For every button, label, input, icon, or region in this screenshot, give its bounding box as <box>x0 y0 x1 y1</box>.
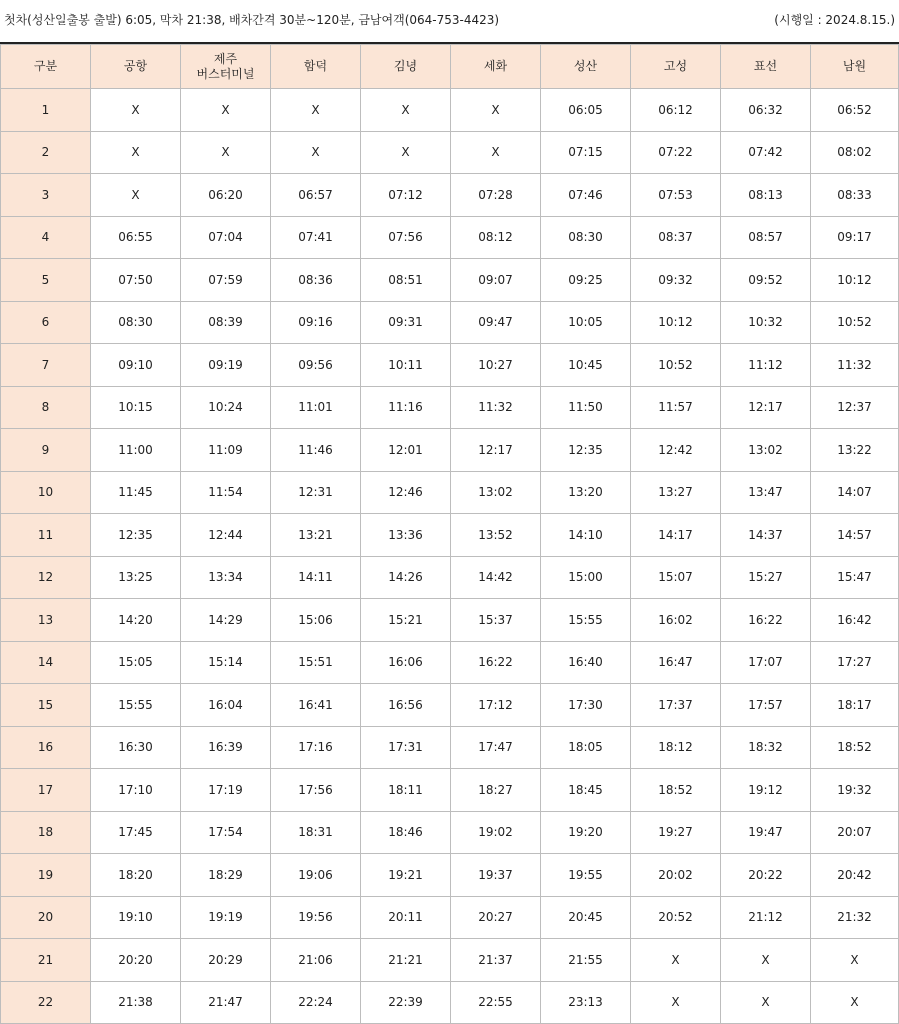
time-cell: 19:37 <box>451 854 541 897</box>
table-row <box>1 599 899 642</box>
time-cell: 12:31 <box>271 471 361 514</box>
time-cell: 15:21 <box>361 599 451 642</box>
time-cell: 17:56 <box>271 769 361 812</box>
time-cell: 13:34 <box>181 556 271 599</box>
table-row <box>1 981 899 1024</box>
time-cell: X <box>721 939 811 982</box>
time-cell: 19:32 <box>811 769 899 812</box>
time-cell: 18:12 <box>631 726 721 769</box>
time-cell: 20:45 <box>541 896 631 939</box>
column-header-hamdeok: 함덕 <box>271 45 361 89</box>
time-cell: 14:57 <box>811 514 899 557</box>
time-cell: 16:47 <box>631 641 721 684</box>
table-row <box>1 726 899 769</box>
time-cell: 15:37 <box>451 599 541 642</box>
time-cell: 08:37 <box>631 216 721 259</box>
time-cell: 14:17 <box>631 514 721 557</box>
time-cell: 12:35 <box>541 429 631 472</box>
time-cell: X <box>631 981 721 1024</box>
table-row <box>1 259 899 302</box>
time-cell: 13:02 <box>451 471 541 514</box>
time-cell: 15:07 <box>631 556 721 599</box>
time-cell: X <box>91 174 181 217</box>
time-cell: 16:42 <box>811 599 899 642</box>
time-cell: 13:27 <box>631 471 721 514</box>
time-cell: 15:55 <box>541 599 631 642</box>
time-cell: 15:51 <box>271 641 361 684</box>
time-cell: X <box>271 89 361 132</box>
time-cell: 17:19 <box>181 769 271 812</box>
time-cell: 12:17 <box>451 429 541 472</box>
time-cell: 07:46 <box>541 174 631 217</box>
row-number-cell: 18 <box>1 811 91 854</box>
time-cell: 14:11 <box>271 556 361 599</box>
table-row <box>1 301 899 344</box>
time-cell: 20:11 <box>361 896 451 939</box>
time-cell: 15:00 <box>541 556 631 599</box>
time-cell: 13:20 <box>541 471 631 514</box>
time-cell: X <box>361 131 451 174</box>
bus-timetable <box>0 44 899 1024</box>
time-cell: 12:46 <box>361 471 451 514</box>
time-cell: 17:31 <box>361 726 451 769</box>
time-cell: 18:45 <box>541 769 631 812</box>
effective-date-text: (시행일 : 2024.8.15.) <box>774 13 895 27</box>
time-cell: 09:07 <box>451 259 541 302</box>
row-number-cell: 16 <box>1 726 91 769</box>
column-header-category: 구분 <box>1 45 91 89</box>
time-cell: 20:07 <box>811 811 899 854</box>
time-cell: 19:27 <box>631 811 721 854</box>
time-cell: 21:06 <box>271 939 361 982</box>
time-cell: 17:10 <box>91 769 181 812</box>
table-row <box>1 811 899 854</box>
time-cell: 11:09 <box>181 429 271 472</box>
time-cell: 09:17 <box>811 216 899 259</box>
time-cell: 11:50 <box>541 386 631 429</box>
time-cell: 11:01 <box>271 386 361 429</box>
time-cell: 11:45 <box>91 471 181 514</box>
time-cell: 16:22 <box>451 641 541 684</box>
time-cell: 19:10 <box>91 896 181 939</box>
time-cell: X <box>451 89 541 132</box>
time-cell: 07:28 <box>451 174 541 217</box>
table-row <box>1 131 899 174</box>
info-bar <box>0 0 899 44</box>
time-cell: 07:50 <box>91 259 181 302</box>
time-cell: 11:00 <box>91 429 181 472</box>
row-number-cell: 7 <box>1 344 91 387</box>
row-number-cell: 5 <box>1 259 91 302</box>
time-cell: X <box>631 939 721 982</box>
time-cell: 20:20 <box>91 939 181 982</box>
time-cell: 08:12 <box>451 216 541 259</box>
time-cell: 08:13 <box>721 174 811 217</box>
time-cell: 12:17 <box>721 386 811 429</box>
time-cell: 16:30 <box>91 726 181 769</box>
time-cell: 21:21 <box>361 939 451 982</box>
table-row <box>1 471 899 514</box>
row-number-cell: 13 <box>1 599 91 642</box>
time-cell: 16:41 <box>271 684 361 727</box>
time-cell: 06:57 <box>271 174 361 217</box>
time-cell: 17:12 <box>451 684 541 727</box>
table-row <box>1 769 899 812</box>
time-cell: 11:16 <box>361 386 451 429</box>
time-cell: 14:37 <box>721 514 811 557</box>
time-cell: 07:53 <box>631 174 721 217</box>
time-cell: 12:37 <box>811 386 899 429</box>
table-row <box>1 344 899 387</box>
time-cell: 16:40 <box>541 641 631 684</box>
time-cell: 20:29 <box>181 939 271 982</box>
time-cell: 18:52 <box>811 726 899 769</box>
row-number-cell: 1 <box>1 89 91 132</box>
row-number-cell: 19 <box>1 854 91 897</box>
time-cell: 08:33 <box>811 174 899 217</box>
time-cell: 10:27 <box>451 344 541 387</box>
row-number-cell: 9 <box>1 429 91 472</box>
table-row <box>1 429 899 472</box>
time-cell: 19:55 <box>541 854 631 897</box>
column-header-airport: 공항 <box>91 45 181 89</box>
time-cell: 07:12 <box>361 174 451 217</box>
time-cell: 11:32 <box>811 344 899 387</box>
time-cell: 18:05 <box>541 726 631 769</box>
time-cell: 20:42 <box>811 854 899 897</box>
time-cell: 16:39 <box>181 726 271 769</box>
time-cell: 13:25 <box>91 556 181 599</box>
time-cell: 21:32 <box>811 896 899 939</box>
time-cell: 09:16 <box>271 301 361 344</box>
row-number-cell: 3 <box>1 174 91 217</box>
row-number-cell: 17 <box>1 769 91 812</box>
time-cell: 17:57 <box>721 684 811 727</box>
row-number-cell: 8 <box>1 386 91 429</box>
time-cell: 09:32 <box>631 259 721 302</box>
row-number-cell: 15 <box>1 684 91 727</box>
time-cell: 14:10 <box>541 514 631 557</box>
time-cell: 08:02 <box>811 131 899 174</box>
time-cell: 12:35 <box>91 514 181 557</box>
time-cell: 10:52 <box>811 301 899 344</box>
time-cell: 19:20 <box>541 811 631 854</box>
column-header-seongsan: 성산 <box>541 45 631 89</box>
time-cell: 07:59 <box>181 259 271 302</box>
time-cell: X <box>271 131 361 174</box>
time-cell: 19:06 <box>271 854 361 897</box>
time-cell: 08:36 <box>271 259 361 302</box>
time-cell: 12:42 <box>631 429 721 472</box>
time-cell: 09:56 <box>271 344 361 387</box>
time-cell: 07:41 <box>271 216 361 259</box>
column-header-pyoseon: 표선 <box>721 45 811 89</box>
time-cell: 21:12 <box>721 896 811 939</box>
time-cell: 18:17 <box>811 684 899 727</box>
column-header-bus-terminal: 제주 버스터미널 <box>181 45 271 89</box>
time-cell: 19:12 <box>721 769 811 812</box>
time-cell: 08:30 <box>541 216 631 259</box>
time-cell: 07:04 <box>181 216 271 259</box>
time-cell: 18:11 <box>361 769 451 812</box>
time-cell: X <box>181 131 271 174</box>
time-cell: 10:12 <box>631 301 721 344</box>
table-row <box>1 641 899 684</box>
table-row <box>1 684 899 727</box>
time-cell: 21:55 <box>541 939 631 982</box>
row-number-cell: 2 <box>1 131 91 174</box>
time-cell: 08:57 <box>721 216 811 259</box>
time-cell: 19:21 <box>361 854 451 897</box>
time-cell: 15:27 <box>721 556 811 599</box>
time-cell: 08:51 <box>361 259 451 302</box>
time-cell: 19:56 <box>271 896 361 939</box>
time-cell: 09:25 <box>541 259 631 302</box>
time-cell: 17:30 <box>541 684 631 727</box>
time-cell: 17:45 <box>91 811 181 854</box>
time-cell: 16:02 <box>631 599 721 642</box>
time-cell: 13:22 <box>811 429 899 472</box>
time-cell: 14:26 <box>361 556 451 599</box>
time-cell: 22:39 <box>361 981 451 1024</box>
column-header-sehwa: 세화 <box>451 45 541 89</box>
time-cell: 16:04 <box>181 684 271 727</box>
time-cell: 14:20 <box>91 599 181 642</box>
time-cell: 20:02 <box>631 854 721 897</box>
time-cell: X <box>91 89 181 132</box>
time-cell: 10:24 <box>181 386 271 429</box>
time-cell: 17:16 <box>271 726 361 769</box>
table-row <box>1 854 899 897</box>
time-cell: 07:42 <box>721 131 811 174</box>
time-cell: 07:56 <box>361 216 451 259</box>
time-cell: 15:06 <box>271 599 361 642</box>
time-cell: 14:42 <box>451 556 541 599</box>
time-cell: 21:38 <box>91 981 181 1024</box>
time-cell: 20:52 <box>631 896 721 939</box>
time-cell: 22:55 <box>451 981 541 1024</box>
time-cell: X <box>91 131 181 174</box>
time-cell: 13:02 <box>721 429 811 472</box>
table-row <box>1 514 899 557</box>
time-cell: 17:37 <box>631 684 721 727</box>
time-cell: 12:01 <box>361 429 451 472</box>
time-cell: 16:56 <box>361 684 451 727</box>
time-cell: 10:52 <box>631 344 721 387</box>
time-cell: 06:05 <box>541 89 631 132</box>
time-cell: 19:19 <box>181 896 271 939</box>
row-number-cell: 14 <box>1 641 91 684</box>
time-cell: 20:22 <box>721 854 811 897</box>
time-cell: 12:44 <box>181 514 271 557</box>
time-cell: 08:39 <box>181 301 271 344</box>
time-cell: 18:32 <box>721 726 811 769</box>
time-cell: 09:19 <box>181 344 271 387</box>
time-cell: 22:24 <box>271 981 361 1024</box>
time-cell: 13:21 <box>271 514 361 557</box>
time-cell: 15:14 <box>181 641 271 684</box>
time-cell: 14:29 <box>181 599 271 642</box>
time-cell: 08:30 <box>91 301 181 344</box>
time-cell: X <box>451 131 541 174</box>
time-cell: 11:54 <box>181 471 271 514</box>
time-cell: 09:10 <box>91 344 181 387</box>
row-number-cell: 10 <box>1 471 91 514</box>
table-row <box>1 89 899 132</box>
time-cell: 10:11 <box>361 344 451 387</box>
time-cell: 18:27 <box>451 769 541 812</box>
time-cell: 17:07 <box>721 641 811 684</box>
time-cell: 19:02 <box>451 811 541 854</box>
time-cell: 17:27 <box>811 641 899 684</box>
table-row <box>1 896 899 939</box>
time-cell: 10:12 <box>811 259 899 302</box>
time-cell: 09:31 <box>361 301 451 344</box>
table-row <box>1 216 899 259</box>
time-cell: 11:46 <box>271 429 361 472</box>
time-cell: 07:15 <box>541 131 631 174</box>
row-number-cell: 22 <box>1 981 91 1024</box>
time-cell: 18:31 <box>271 811 361 854</box>
time-cell: 20:27 <box>451 896 541 939</box>
time-cell: 06:32 <box>721 89 811 132</box>
time-cell: 06:12 <box>631 89 721 132</box>
time-cell: 17:47 <box>451 726 541 769</box>
time-cell: 11:57 <box>631 386 721 429</box>
timetable-body <box>1 89 899 1024</box>
row-number-cell: 6 <box>1 301 91 344</box>
table-row <box>1 386 899 429</box>
table-row <box>1 174 899 217</box>
time-cell: 10:05 <box>541 301 631 344</box>
row-number-cell: 20 <box>1 896 91 939</box>
time-cell: 14:07 <box>811 471 899 514</box>
time-cell: X <box>811 939 899 982</box>
time-cell: 10:15 <box>91 386 181 429</box>
row-number-cell: 11 <box>1 514 91 557</box>
time-cell: 13:36 <box>361 514 451 557</box>
time-cell: 07:22 <box>631 131 721 174</box>
time-cell: 15:55 <box>91 684 181 727</box>
time-cell: 18:52 <box>631 769 721 812</box>
time-cell: 09:47 <box>451 301 541 344</box>
time-cell: 19:47 <box>721 811 811 854</box>
time-cell: 13:47 <box>721 471 811 514</box>
time-cell: 21:47 <box>181 981 271 1024</box>
time-cell: 21:37 <box>451 939 541 982</box>
time-cell: 11:12 <box>721 344 811 387</box>
time-cell: 16:06 <box>361 641 451 684</box>
table-row <box>1 939 899 982</box>
time-cell: 09:52 <box>721 259 811 302</box>
time-cell: 17:54 <box>181 811 271 854</box>
column-header-goseong: 고성 <box>631 45 721 89</box>
time-cell: X <box>811 981 899 1024</box>
time-cell: 23:13 <box>541 981 631 1024</box>
time-cell: X <box>181 89 271 132</box>
time-cell: 06:52 <box>811 89 899 132</box>
time-cell: 11:32 <box>451 386 541 429</box>
row-number-cell: 12 <box>1 556 91 599</box>
time-cell: 13:52 <box>451 514 541 557</box>
time-cell: 18:29 <box>181 854 271 897</box>
time-cell: 18:46 <box>361 811 451 854</box>
time-cell: 06:20 <box>181 174 271 217</box>
time-cell: X <box>721 981 811 1024</box>
time-cell: 10:45 <box>541 344 631 387</box>
time-cell: 10:32 <box>721 301 811 344</box>
column-header-namwon: 남원 <box>811 45 899 89</box>
time-cell: X <box>361 89 451 132</box>
column-header-gimnyeong: 김녕 <box>361 45 451 89</box>
time-cell: 15:47 <box>811 556 899 599</box>
time-cell: 06:55 <box>91 216 181 259</box>
time-cell: 15:05 <box>91 641 181 684</box>
table-row <box>1 556 899 599</box>
timetable-header-row <box>1 45 899 89</box>
time-cell: 16:22 <box>721 599 811 642</box>
schedule-info-text: 첫차(성산일출봉 출발) 6:05, 막차 21:38, 배차간격 30분~120분, 금남여객(064-753-4423) <box>4 13 500 27</box>
time-cell: 18:20 <box>91 854 181 897</box>
row-number-cell: 4 <box>1 216 91 259</box>
row-number-cell: 21 <box>1 939 91 982</box>
